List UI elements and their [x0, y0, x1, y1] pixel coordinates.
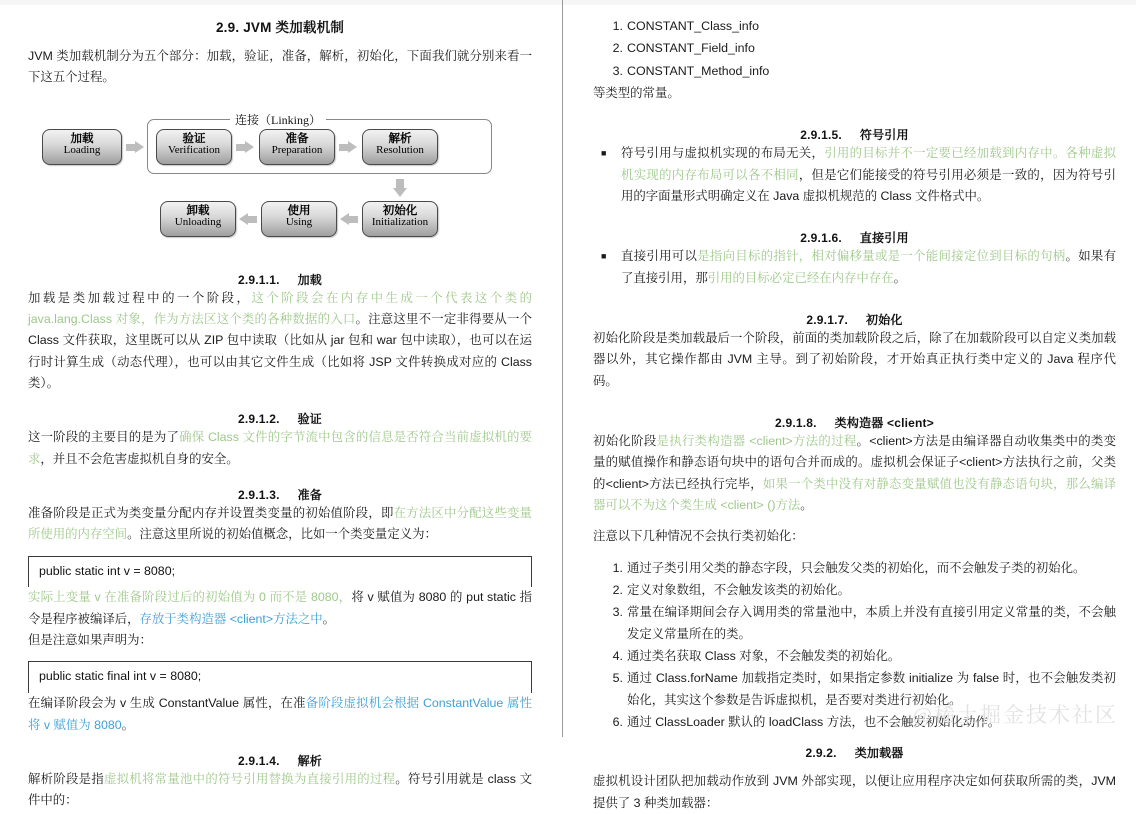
list-marker: 2. — [612, 582, 623, 597]
diagram-node-loading-cn: 加载 — [70, 132, 94, 145]
list-item-text: 通过 Class.forName 加载指定类时，如果指定参数 initialize 为 false 时，也不会触发类初始化，其实这个参数是告诉虚拟机，是否要对类进行初始化。 — [627, 671, 1116, 707]
arrow-resolution-to-initialization — [393, 179, 407, 198]
section-body-2912 — [28, 427, 532, 470]
constant-pool-list — [593, 16, 1116, 82]
text-plain: 符号引用与虚拟机实现的布局无关， — [621, 146, 825, 161]
list-item-text: 通过类名获取 Class 对象，不会触发类的初始化。 — [627, 648, 901, 663]
bullet-list-2916 — [593, 246, 1116, 289]
no-init-intro: 注意以下几种情况不会执行类初始化： — [593, 529, 804, 544]
diagram-node-preparation-cn: 准备 — [285, 132, 309, 145]
list-item — [593, 61, 1116, 82]
section-number-2918: 2.9.1.8. — [775, 415, 817, 430]
diagram-node-resolution — [362, 129, 438, 165]
section-title-2916: 直接引用 — [859, 231, 909, 246]
paragraph-after-code-1 — [28, 587, 532, 630]
diagram-node-initialization-en: Initialization — [371, 216, 429, 229]
text-highlight-green: 在方法区中分配这些变量所使用的内存空间 — [28, 505, 533, 542]
section-heading-2913 — [28, 486, 532, 503]
list-item-text: CONSTANT_Class_info — [627, 19, 759, 33]
section-number-2913: 2.9.1.3. — [237, 487, 280, 502]
arrow-using-to-unloading — [239, 213, 257, 226]
section-heading-2916 — [593, 229, 1116, 246]
section-heading-2915 — [593, 126, 1116, 143]
text-plain: 。如果有了直接引用，那 — [621, 249, 1117, 285]
section-title-292: 类加载器 — [854, 746, 904, 761]
section-title-2918: 类构造器 <client> — [834, 415, 934, 430]
section-body-2911 — [28, 288, 532, 395]
section-number-2911: 2.9.1.1. — [237, 272, 280, 287]
text-plain: 。符号引用就是 class 文件中的： — [28, 772, 533, 808]
list-item-text: 定义对象数组，不会触发该类的初始化。 — [627, 582, 851, 597]
section-heading-2917 — [593, 311, 1116, 328]
diagram-node-loading-en: Loading — [63, 144, 101, 157]
text-highlight-blue: 备阶段虚拟机会根据 ConstantValue 属性将 v 赋值为 8080 — [28, 696, 532, 732]
diagram-node-using-cn: 使用 — [287, 204, 311, 217]
arrow-preparation-to-resolution — [339, 141, 357, 154]
list-item — [593, 16, 1116, 37]
list-item-text: CONSTANT_Method_info — [627, 63, 770, 78]
section-body-2917: 初始化阶段是类加载最后一个阶段，前面的类加载阶段之后，除了在加载阶段可以自定义类加载器以外，其它操作都由 JVM 主导。到了初始阶段，才开始真正执行类中定义的 Java 程序代码。 — [593, 330, 1116, 388]
diagram-node-verification — [156, 129, 232, 165]
section-title-2911: 加载 — [297, 272, 323, 287]
list-marker: 1. — [612, 560, 623, 575]
text-plain: 将 v 赋值为 8080 的 put static 指令是程序被编译后， — [28, 590, 532, 626]
section-number-292: 2.9.2. — [805, 746, 837, 761]
section-body-2918 — [593, 431, 1116, 516]
text-plain: 解析阶段是指 — [28, 772, 104, 786]
text-highlight-green: 是执行类构造器 <client>方法的过程 — [656, 433, 857, 448]
list-item — [593, 580, 1116, 601]
section-title-2913: 准备 — [297, 487, 323, 502]
diagram-node-verification-en: Verification — [168, 144, 220, 157]
list-item-text: CONSTANT_Field_info — [627, 41, 755, 56]
section-number-2914: 2.9.1.4. — [237, 754, 280, 768]
page-title: 2.9. JVM 类加载机制 — [215, 20, 345, 35]
constant-list-tail: 等类型的常量。 — [593, 85, 680, 100]
diagram-node-initialization — [362, 201, 438, 237]
list-item — [593, 646, 1116, 667]
text-plain: 。注意这里所说的初始值概念，比如一个类变量定义为： — [127, 527, 437, 542]
list-marker: 3. — [612, 63, 623, 78]
section-heading-2911 — [28, 271, 532, 288]
square-bullet-icon: ■ — [601, 148, 607, 159]
section-title-2914: 解析 — [297, 754, 323, 768]
text-plain: 加载是类加载过程中的一个阶段， — [28, 290, 252, 305]
diagram-node-preparation-en: Preparation — [271, 144, 323, 157]
list-marker: 5. — [612, 671, 623, 686]
text-highlight-green: 引用的目标并不一定要已经加载到内存中。各种虚拟机实现的内存布局可以各不相同 — [621, 146, 1117, 182]
diagram-node-unloading-en: Unloading — [174, 216, 222, 229]
text-plain: 这一阶段的主要目的是为了 — [28, 430, 180, 445]
text-highlight-green: 这个阶段会在内存中生成一个代表这个类的 java.lang.Class 对象，作为方法区这个类的各种数据的入口 — [28, 290, 533, 326]
section-body-2914 — [28, 769, 532, 812]
list-item — [593, 558, 1116, 579]
text-highlight-green: 是指向目标的指针，相对偏移量或是一个能间接定位到目标的句柄 — [697, 249, 1066, 264]
text-plain: 。 — [893, 270, 906, 285]
list-marker: 1. — [612, 19, 623, 33]
section-number-2912: 2.9.1.2. — [237, 412, 280, 427]
right-column — [563, 0, 1136, 810]
list-item-text: 通过 ClassLoader 默认的 loadClass 方法，也不会触发初始化动作。 — [627, 714, 1001, 729]
section-number-2916: 2.9.1.6. — [800, 231, 842, 246]
list-item — [593, 38, 1116, 59]
list-marker: 2. — [612, 41, 623, 56]
class-loading-flow-diagram — [34, 105, 504, 255]
section-heading-2918 — [593, 414, 1116, 431]
list-item — [593, 602, 1116, 645]
list-item-text: 常量在编译期间会存入调用类的常量池中，本质上并没有直接引用定义常量的类，不会触发定义常量所在的类。 — [627, 605, 1116, 641]
list-marker: 3. — [612, 605, 623, 620]
diagram-node-resolution-en: Resolution — [376, 144, 424, 157]
arrow-initialization-to-using — [340, 213, 358, 226]
section-number-2917: 2.9.1.7. — [806, 312, 849, 327]
section-heading-292 — [593, 744, 1116, 761]
section-heading-2912 — [28, 410, 532, 427]
section-title-2912: 验证 — [297, 412, 323, 427]
arrow-verification-to-preparation — [236, 141, 254, 154]
text-plain: 。注意这里不一定非得要从一个 Class 文件获取，这里既可以从 ZIP 包中读取（比如从 jar 包和 war 包中读取），也可以在运行时计算生成（动态代理），也可以由其它文件生成（比如将 JSP 文件转换成对应的 Class 类）。 — [28, 311, 533, 390]
diagram-node-resolution-cn: 解析 — [388, 132, 412, 145]
diagram-node-using-en: Using — [285, 216, 313, 229]
text-plain: 准备阶段是正式为类变量分配内存并设置类变量的初始值阶段，即 — [28, 505, 394, 520]
text-plain: 直接引用可以 — [621, 249, 698, 264]
arrow-loading-to-verification — [126, 141, 144, 154]
text-plain: 在编译阶段会为 v 生成 ConstantValue 属性，在准 — [28, 696, 306, 711]
site-watermark: @稀土掘金技术社区 — [912, 703, 1118, 727]
text-plain: 。<client>方法是由编译器自动收集类中的类变量的赋值操作和静态语句块中的语句合并而成的。虚拟机会保证子<client>方法执行之前，父类的<client>方法已经执行完毕， — [593, 433, 1117, 491]
text-highlight-green: 虚拟机将常量池中的符号引用替换为直接引用的过程 — [104, 772, 396, 786]
list-item-text: 通过子类引用父类的静态字段，只会触发父类的初始化，而不会触发子类的初始化。 — [627, 560, 1086, 575]
text-highlight-green: 确保 Class 文件的字节流中包含的信息是否符合当前虚拟机的要求 — [28, 430, 533, 466]
code-block-static-int: public static int v = 8080; — [28, 556, 532, 588]
section-title-2915: 符号引用 — [859, 128, 909, 143]
intro-paragraph: JVM 类加载机制分为五个部分：加载，验证，准备，解析，初始化，下面我们就分别来看一下这五个过程。 — [28, 49, 532, 85]
list-marker: 4. — [612, 648, 623, 663]
list-item — [593, 143, 1116, 207]
text-highlight-green: 引用的目标必定已经在内存中存在 — [707, 270, 894, 285]
square-bullet-icon: ■ — [601, 251, 607, 262]
section-heading-2914 — [28, 752, 532, 769]
diagram-node-preparation — [259, 129, 335, 165]
text-highlight-green: 实际上变量 v 在准备阶段过后的初始值为 0 而不是 8080， — [28, 590, 352, 605]
section-title-2917: 初始化 — [866, 312, 903, 327]
diagram-node-unloading-cn: 卸载 — [186, 204, 210, 217]
list-marker: 6. — [612, 714, 623, 729]
diagram-node-loading — [42, 129, 122, 165]
paragraph-after-code-2 — [28, 693, 532, 736]
text-highlight-green: 如果一个类中没有对静态变量赋值也没有静态语句块，那么编译器可以不为这个类生成 <client> ()方法 — [593, 476, 1116, 512]
text-highlight-blue: 存放于类构造器 <client>方法之中 — [139, 611, 323, 626]
diagram-node-using — [261, 201, 337, 237]
diagram-node-verification-cn: 验证 — [182, 132, 206, 145]
text-plain: ，并且不会危害虚拟机自身的安全。 — [40, 451, 239, 466]
text-plain: 。 — [322, 611, 336, 626]
bullet-list-2915 — [593, 143, 1116, 207]
text-plain: 。 — [800, 497, 813, 512]
list-item — [593, 246, 1116, 289]
diagram-node-unloading — [160, 201, 236, 237]
code-block-static-final-int: public static final int v = 8080; — [28, 661, 532, 693]
text-plain: ，但是它们能接受的符号引用必须是一致的，因为符号引用的字面量形式明确定义在 Java 虚拟机规范的 Class 文件格式中。 — [621, 167, 1117, 203]
section-body-292: 虚拟机设计团队把加载动作放到 JVM 外部实现，以便让应用程序决定如何获取所需的类，JVM 提供了 3 种类加载器： — [593, 774, 1116, 810]
text-plain: 。 — [121, 717, 135, 732]
section-number-2915: 2.9.1.5. — [800, 128, 842, 143]
text-plain: 初始化阶段 — [593, 433, 657, 448]
section-body-2913 — [28, 503, 532, 546]
paragraph-note-declared: 但是注意如果声明为： — [28, 633, 152, 648]
left-column — [0, 0, 562, 808]
linking-group-label: 连接（Linking） — [230, 111, 326, 128]
diagram-node-initialization-cn: 初始化 — [382, 204, 418, 217]
